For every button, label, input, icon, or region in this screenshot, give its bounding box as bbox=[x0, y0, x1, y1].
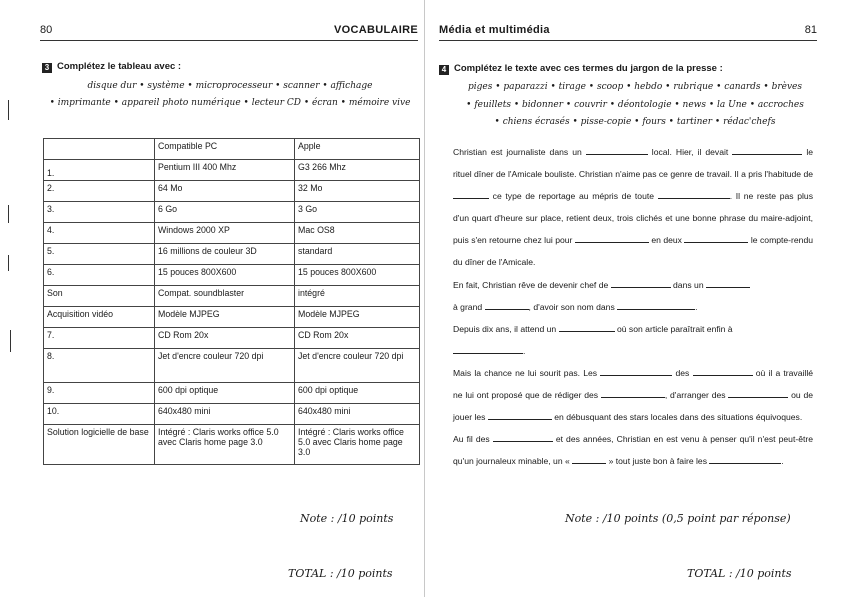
page-edge-mark bbox=[8, 205, 9, 223]
text-fragment: à grand bbox=[453, 301, 483, 312]
table-row bbox=[44, 307, 420, 328]
fill-blank[interactable] bbox=[617, 300, 698, 312]
pc-cell: 640x480 mini bbox=[155, 404, 295, 425]
table-row bbox=[44, 404, 420, 425]
apple-cell: 32 Mo bbox=[295, 181, 420, 202]
row-label: 4. bbox=[44, 223, 155, 244]
paragraph bbox=[453, 362, 813, 428]
word-bank-line: • feuillets • bidonner • couvrir • déontologie • news • la Une • accroches bbox=[466, 99, 804, 110]
exercise-number-badge: 4 bbox=[439, 65, 449, 75]
fill-blank[interactable] bbox=[706, 278, 750, 288]
page-edge-mark bbox=[8, 255, 9, 271]
apple-cell: 3 Go bbox=[295, 202, 420, 223]
row-label: 5. bbox=[44, 244, 155, 265]
table-header-cell bbox=[44, 139, 155, 160]
page-number: 81 bbox=[804, 24, 817, 36]
text-fragment: . bbox=[523, 345, 526, 356]
text-fragment: , d'avoir son nom dans bbox=[528, 301, 615, 312]
exercise-number-badge: 3 bbox=[42, 63, 52, 73]
apple-cell: Mac OS8 bbox=[295, 223, 420, 244]
table-row bbox=[44, 160, 420, 181]
total-score bbox=[288, 567, 393, 580]
apple-cell: Intégré : Claris works office 5.0 avec Claris home page 3.0 bbox=[295, 425, 420, 465]
fill-blank[interactable] bbox=[559, 322, 615, 332]
fill-blank[interactable] bbox=[572, 454, 606, 464]
fill-blank[interactable] bbox=[485, 300, 529, 310]
text-fragment: ce type de reportage au mépris de toute bbox=[492, 191, 655, 202]
note-label: Note : bbox=[300, 512, 335, 525]
text-fragment: en débusquant des stars locales dans des situations équivoques. bbox=[554, 412, 803, 423]
paragraph bbox=[453, 141, 813, 274]
text-fragment: et des années, Christian en est venu à penser qu'il n'est peut-être qu'un journaleux minable, un « bbox=[453, 434, 813, 467]
table-header-cell: Compatible PC bbox=[155, 139, 295, 160]
apple-cell: 640x480 mini bbox=[295, 404, 420, 425]
word-bank-line: • chiens écrasés • pisse-copie • fours • tartiner • rédac'chefs bbox=[494, 117, 776, 127]
fill-blank[interactable] bbox=[611, 278, 671, 288]
table-header-row bbox=[44, 139, 420, 160]
exercise-3-title bbox=[42, 61, 181, 73]
text-fragment: en deux bbox=[651, 235, 682, 246]
fill-blank[interactable] bbox=[586, 145, 648, 155]
fill-blank[interactable] bbox=[728, 388, 788, 398]
exercise-instruction: Complétez le tableau avec : bbox=[57, 61, 182, 72]
table-row bbox=[44, 244, 420, 265]
right-page bbox=[425, 0, 848, 597]
fill-blank[interactable] bbox=[709, 454, 784, 467]
page-edge-mark bbox=[10, 330, 11, 352]
chapter-title: Média et multimédia bbox=[439, 24, 550, 36]
note-value: /10 points bbox=[337, 512, 394, 525]
fill-blank[interactable] bbox=[658, 189, 730, 199]
word-bank bbox=[445, 79, 825, 132]
table-row bbox=[44, 383, 420, 404]
text-fragment: dans un bbox=[673, 279, 704, 290]
pc-cell: Jet d'encre couleur 720 dpi bbox=[155, 349, 295, 383]
fill-blank[interactable] bbox=[575, 233, 649, 243]
text-fragment: le rituel dîner de l'Amicale bouliste. Christian n'aime pas ce genre de travail. Il a pris l'habitude de bbox=[453, 147, 814, 180]
total-value: /10 points bbox=[736, 567, 792, 580]
fill-blank[interactable] bbox=[493, 432, 553, 442]
table-row bbox=[44, 425, 420, 465]
table-row bbox=[44, 181, 420, 202]
row-label: 7. bbox=[44, 328, 155, 349]
exercise-instruction: Complétez le texte avec ces termes du jargon de la presse : bbox=[454, 63, 723, 74]
table-row bbox=[44, 349, 420, 383]
row-label: Acquisition vidéo bbox=[44, 307, 155, 328]
text-fragment: Au fil des bbox=[453, 434, 490, 445]
table-row bbox=[44, 286, 420, 307]
total-label: TOTAL : bbox=[687, 567, 733, 580]
note-value: /10 points (0,5 point par réponse) bbox=[602, 512, 791, 525]
total-value: /10 points bbox=[337, 567, 393, 580]
fill-blank[interactable] bbox=[453, 189, 489, 199]
fill-blank[interactable] bbox=[488, 410, 552, 420]
pc-cell: 16 millions de couleur 3D bbox=[155, 244, 295, 265]
apple-cell: 15 pouces 800X600 bbox=[295, 265, 420, 286]
apple-cell: intégré bbox=[295, 286, 420, 307]
fill-blank[interactable] bbox=[684, 233, 748, 243]
row-label: 6. bbox=[44, 265, 155, 286]
text-fragment: , d'arranger des bbox=[664, 390, 726, 401]
apple-cell: G3 266 Mhz bbox=[295, 160, 420, 181]
pc-cell: Compat. soundblaster bbox=[155, 286, 295, 307]
text-fragment: local. Hier, il devait bbox=[651, 147, 729, 157]
computer-comparison-table bbox=[43, 138, 420, 465]
row-label: 10. bbox=[44, 404, 155, 425]
pc-cell: 15 pouces 800X600 bbox=[155, 265, 295, 286]
pc-cell: 64 Mo bbox=[155, 181, 295, 202]
pc-cell: Windows 2000 XP bbox=[155, 223, 295, 244]
text-fragment: Christian est journaliste dans un bbox=[453, 147, 582, 157]
row-label: 2. bbox=[44, 181, 155, 202]
text-fragment: où son article paraîtrait enfin à bbox=[616, 323, 733, 334]
table-header-cell: Apple bbox=[295, 139, 420, 160]
fill-blank[interactable] bbox=[693, 366, 753, 376]
text-fragment: . Il ne reste pas plus d'un quart d'heure sur place, retient deux, trois clichés et une bonne phrase du maire-adjoint, puis s'en retourne chez lui pour bbox=[453, 191, 813, 246]
fill-blank[interactable] bbox=[601, 388, 665, 398]
pc-cell: 6 Go bbox=[155, 202, 295, 223]
text-fragment: En fait, Christian rêve de devenir chef de bbox=[453, 279, 609, 290]
row-label: 3. bbox=[44, 202, 155, 223]
paragraph bbox=[453, 428, 813, 472]
row-label: 1. bbox=[44, 160, 155, 181]
word-bank-line: • imprimante • appareil photo numérique • lecteur CD • écran • mémoire vive bbox=[49, 98, 411, 108]
total-score bbox=[687, 567, 792, 580]
text-fragment: ou de jouer les bbox=[453, 390, 814, 423]
pc-cell: Intégré : Claris works office 5.0 avec Claris home page 3.0 bbox=[155, 425, 295, 465]
text-fragment: . bbox=[695, 301, 698, 312]
fill-blank[interactable] bbox=[732, 145, 802, 155]
text-fragment: le compte-rendu du dîner de l'Amicale. bbox=[453, 235, 814, 268]
apple-cell: Modèle MJPEG bbox=[295, 307, 420, 328]
row-label: Son bbox=[44, 286, 155, 307]
text-fragment: où il a travaillé ne lui ont proposé que de rédiger des bbox=[453, 367, 814, 401]
cloze-text bbox=[453, 141, 813, 472]
page-edge-mark bbox=[8, 100, 9, 120]
left-page-header bbox=[40, 22, 418, 41]
pc-cell: 600 dpi optique bbox=[155, 383, 295, 404]
row-label: Solution logicielle de base bbox=[44, 425, 155, 465]
fill-blank[interactable] bbox=[600, 366, 672, 376]
text-fragment: Depuis dix ans, il attend un bbox=[453, 323, 557, 334]
apple-cell: standard bbox=[295, 244, 420, 265]
table-row bbox=[44, 223, 420, 244]
fill-blank[interactable] bbox=[453, 344, 526, 356]
text-fragment: des bbox=[675, 367, 690, 378]
paragraph bbox=[453, 274, 813, 318]
row-label: 8. bbox=[44, 349, 155, 383]
row-label: 9. bbox=[44, 383, 155, 404]
pc-cell: Pentium III 400 Mhz bbox=[155, 160, 295, 181]
apple-cell: CD Rom 20x bbox=[295, 328, 420, 349]
exercise-4-title bbox=[439, 63, 723, 75]
table-row bbox=[44, 328, 420, 349]
text-fragment: » tout juste bon à faire les bbox=[608, 456, 707, 467]
apple-cell: 600 dpi optique bbox=[295, 383, 420, 404]
right-page-header bbox=[439, 22, 817, 41]
chapter-title: VOCABULAIRE bbox=[334, 24, 418, 36]
pc-cell: Modèle MJPEG bbox=[155, 307, 295, 328]
pc-cell: CD Rom 20x bbox=[155, 328, 295, 349]
table-row bbox=[44, 202, 420, 223]
note-score bbox=[565, 512, 791, 525]
total-label: TOTAL : bbox=[288, 567, 334, 580]
word-bank-line: piges • paparazzi • tirage • scoop • hebdo • rubrique • canards • brèves bbox=[467, 82, 802, 92]
word-bank-line: disque dur • système • microprocesseur • scanner • affichage bbox=[87, 81, 373, 91]
word-bank bbox=[40, 78, 420, 112]
note-label: Note : bbox=[565, 512, 600, 525]
text-fragment: Mais la chance ne lui sourit pas. Les bbox=[453, 367, 598, 378]
text-fragment: . bbox=[781, 456, 784, 467]
page-number: 80 bbox=[40, 24, 53, 36]
paragraph bbox=[453, 318, 813, 362]
table-row bbox=[44, 265, 420, 286]
note-score bbox=[300, 512, 393, 525]
apple-cell: Jet d'encre couleur 720 dpi bbox=[295, 349, 420, 383]
